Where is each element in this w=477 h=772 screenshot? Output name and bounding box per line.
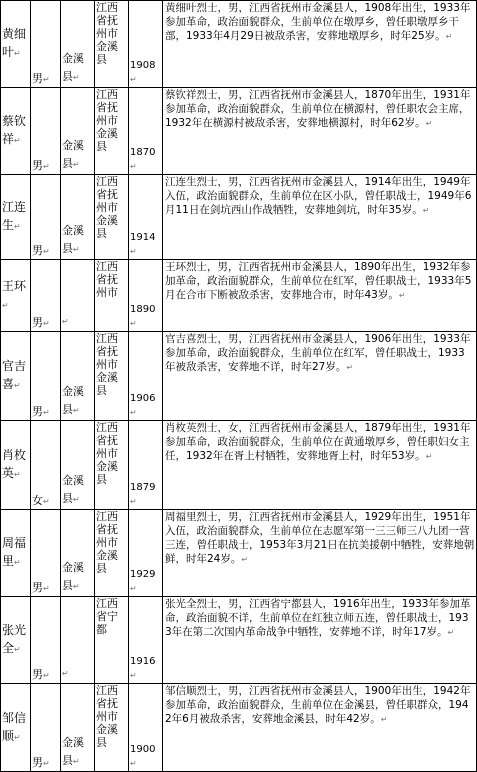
origin-text: 江西省抚州市金溪县 bbox=[96, 332, 118, 397]
bio-text: 肖枚英烈士，女，江西省抚州市金溪县人，1879年出生，1931年参加革命，政治面貌群众，生前单位在黄通墩厚乡，曾任职妇女主任，1932年在胥上村牺牲，安葬地胥上村，时年53岁。 bbox=[165, 422, 471, 462]
year-text: 1916 bbox=[130, 656, 156, 667]
origin-text: 江西省抚州市 bbox=[96, 260, 118, 299]
gender-text: 男 bbox=[32, 756, 43, 769]
bio-text: 江连生烈士，男，江西省抚州市金溪县人，1914年出生，1949年入伍，政治面貌群众，生前单位在区小队，曾任职战士，1949年6月11日在剑坑西山作战牺牲，安葬地剑坑，时年35岁。 bbox=[165, 176, 472, 216]
name-cell bbox=[1, 1, 31, 88]
county-text: 金溪县 bbox=[62, 139, 84, 170]
origin-cell bbox=[95, 510, 129, 597]
return-mark: ↵ bbox=[73, 495, 80, 504]
return-mark: ↵ bbox=[425, 119, 433, 128]
return-mark: ↵ bbox=[43, 497, 50, 506]
gender-cell bbox=[31, 510, 61, 597]
name-cell bbox=[1, 260, 31, 332]
gender-cell bbox=[31, 684, 61, 772]
return-mark: ↵ bbox=[43, 584, 50, 593]
gender-text: 男 bbox=[32, 244, 43, 257]
bio-text: 周福里烈士，男，江西省抚州市金溪县人，1929年出生，1951年入伍，政治面貌群众，生前单位在志愿军第一三三师三八九团一营三连，曾任职战士，1953年3月21日在抗美援朝中牺牲，安葬地朝鲜，时年24岁。 bbox=[165, 511, 475, 565]
bio-cell bbox=[163, 88, 477, 175]
origin-text: 江西省抚州市金溪县 bbox=[96, 88, 118, 153]
return-mark: ↵ bbox=[130, 584, 137, 593]
origin-cell bbox=[95, 684, 129, 772]
origin-text: 江西省抚州市金溪县 bbox=[96, 175, 118, 240]
origin-text: 江西省抚州市金溪县 bbox=[96, 684, 118, 749]
gender-text: 男 bbox=[32, 581, 43, 594]
return-mark: ↵ bbox=[130, 247, 137, 256]
return-mark: ↵ bbox=[73, 582, 80, 591]
return-mark: ↵ bbox=[62, 669, 69, 678]
year-cell bbox=[129, 175, 163, 260]
origin-text: 江西省抚州市金溪县 bbox=[96, 510, 118, 575]
name-cell bbox=[1, 88, 31, 175]
bio-text: 邹信顺烈士，男，江西省抚州市金溪县人，1900年出生，1942年参加革命，政治面貌群众，生前单位在金溪县，曾任职群众，1942年6月被敌杀害，安葬地金溪县，时年42岁。 bbox=[165, 685, 471, 725]
table-row bbox=[1, 684, 477, 772]
origin-text: 江西省抚州市金溪县 bbox=[96, 421, 118, 486]
return-mark: ↵ bbox=[73, 73, 80, 82]
year-cell bbox=[129, 421, 163, 510]
return-mark: ↵ bbox=[130, 319, 137, 328]
year-cell bbox=[129, 597, 163, 684]
year-cell bbox=[129, 510, 163, 597]
table-row bbox=[1, 597, 477, 684]
bio-text: 张光全烈士，男，江西省宁都县人，1916年出生，1933年参加革命，政治面貌不详，生前单位在红独立师五连，曾任职战士，1933年在第二次国内革命战争中牺牲，安葬地不详，时年17岁。 bbox=[165, 598, 471, 638]
bio-cell bbox=[163, 597, 477, 684]
name-text: 黄细叶 bbox=[2, 27, 27, 59]
year-text: 1929 bbox=[130, 569, 156, 580]
county-cell bbox=[61, 421, 95, 510]
gender-text: 男 bbox=[32, 316, 43, 329]
table-row bbox=[1, 421, 477, 510]
table-row bbox=[1, 260, 477, 332]
origin-text: 江西省抚州市金溪县 bbox=[96, 1, 118, 66]
county-text: 金溪县 bbox=[62, 224, 84, 255]
name-text: 邹信顺 bbox=[2, 710, 27, 743]
county-cell bbox=[61, 597, 95, 684]
year-text: 1906 bbox=[130, 393, 156, 404]
gender-cell bbox=[31, 1, 61, 88]
return-mark: ↵ bbox=[14, 470, 21, 479]
name-text: 王环 bbox=[2, 278, 27, 293]
table-row bbox=[1, 332, 477, 421]
county-cell bbox=[61, 260, 95, 332]
table-body bbox=[1, 1, 477, 772]
bio-cell bbox=[163, 260, 477, 332]
gender-cell bbox=[31, 88, 61, 175]
return-mark: ↵ bbox=[130, 759, 137, 768]
return-mark: ↵ bbox=[43, 247, 50, 256]
return-mark: ↵ bbox=[422, 206, 430, 215]
return-mark: ↵ bbox=[14, 381, 21, 390]
origin-cell bbox=[95, 88, 129, 175]
origin-cell bbox=[95, 1, 129, 88]
origin-cell bbox=[95, 175, 129, 260]
gender-text: 女 bbox=[32, 494, 43, 507]
county-text: 金溪县 bbox=[62, 561, 84, 592]
return-mark: ↵ bbox=[447, 628, 455, 637]
gender-cell bbox=[31, 260, 61, 332]
county-cell bbox=[61, 175, 95, 260]
return-mark: ↵ bbox=[62, 317, 69, 326]
bio-text: 官吉喜烈士，男，江西省抚州市金溪县人，1906年出生，1933年参加革命，政治面貌群众，生前单位在红军，曾任职战士，1933年被敌杀害，安葬地不详，时年27岁。 bbox=[165, 333, 471, 373]
return-mark: ↵ bbox=[2, 300, 9, 310]
table-row bbox=[1, 88, 477, 175]
year-cell bbox=[129, 88, 163, 175]
return-mark: ↵ bbox=[14, 136, 21, 145]
county-cell bbox=[61, 88, 95, 175]
return-mark: ↵ bbox=[14, 645, 21, 654]
name-cell bbox=[1, 684, 31, 772]
bio-cell bbox=[163, 175, 477, 260]
year-cell bbox=[129, 332, 163, 421]
bio-cell bbox=[163, 684, 477, 772]
county-text: 金溪县 bbox=[62, 52, 84, 83]
return-mark: ↵ bbox=[14, 558, 21, 567]
county-text: 金溪县 bbox=[62, 474, 84, 505]
bio-text: 蔡钦祥烈士，男，江西省抚州市金溪县人，1870年出生，1931年参加革命，政治面貌群众，生前单位在横源村，曾任职农会主席，1932年在横源村被敌杀害，安葬地横源村，时年62岁。 bbox=[165, 89, 471, 129]
return-mark: ↵ bbox=[73, 160, 80, 169]
name-text: 张光全 bbox=[2, 623, 27, 655]
return-mark: ↵ bbox=[43, 319, 50, 328]
year-cell bbox=[129, 1, 163, 88]
gender-text: 男 bbox=[32, 159, 43, 172]
county-cell bbox=[61, 684, 95, 772]
return-mark: ↵ bbox=[130, 671, 137, 680]
return-mark: ↵ bbox=[43, 759, 50, 768]
return-mark: ↵ bbox=[445, 32, 453, 41]
bio-cell bbox=[163, 332, 477, 421]
year-text: 1908 bbox=[130, 60, 156, 71]
name-text: 周福里 bbox=[2, 536, 27, 568]
gender-cell bbox=[31, 175, 61, 260]
return-mark: ↵ bbox=[73, 757, 80, 766]
return-mark: ↵ bbox=[43, 408, 50, 417]
gender-text: 男 bbox=[32, 405, 43, 418]
county-cell bbox=[61, 332, 95, 421]
return-mark: ↵ bbox=[130, 497, 137, 506]
return-mark: ↵ bbox=[130, 408, 137, 417]
gender-cell bbox=[31, 332, 61, 421]
year-cell bbox=[129, 260, 163, 332]
return-mark: ↵ bbox=[130, 75, 137, 84]
year-text: 1870 bbox=[130, 147, 156, 158]
name-cell bbox=[1, 510, 31, 597]
county-cell bbox=[61, 1, 95, 88]
name-cell bbox=[1, 175, 31, 260]
return-mark: ↵ bbox=[380, 715, 388, 724]
return-mark: ↵ bbox=[14, 222, 21, 231]
return-mark: ↵ bbox=[14, 49, 21, 58]
gender-text: 男 bbox=[32, 668, 43, 681]
bio-text: 王环烈士，男，江西省抚州市金溪县人，1890年出生，1932年参加革命，政治面貌群众，生前单位在红军，曾任职战士，1933年5月在合市下断被敌杀害，安葬地合市，时年43岁。 bbox=[165, 261, 472, 301]
return-mark: ↵ bbox=[43, 162, 50, 171]
year-text: 1890 bbox=[130, 304, 156, 315]
gender-cell bbox=[31, 421, 61, 510]
bio-cell bbox=[163, 510, 477, 597]
name-cell bbox=[1, 597, 31, 684]
origin-cell bbox=[95, 421, 129, 510]
return-mark: ↵ bbox=[43, 75, 50, 84]
origin-cell bbox=[95, 332, 129, 421]
name-text: 肖枚英 bbox=[2, 448, 27, 480]
origin-cell bbox=[95, 597, 129, 684]
name-text: 蔡钦祥 bbox=[2, 114, 27, 146]
year-text: 1900 bbox=[130, 744, 156, 755]
name-text: 江连生 bbox=[2, 200, 27, 232]
name-cell bbox=[1, 421, 31, 510]
county-cell bbox=[61, 510, 95, 597]
return-mark: ↵ bbox=[398, 291, 406, 300]
return-mark: ↵ bbox=[425, 452, 433, 461]
table-row bbox=[1, 175, 477, 260]
year-cell bbox=[129, 684, 163, 772]
bio-cell bbox=[163, 421, 477, 510]
year-text: 1879 bbox=[130, 482, 156, 493]
return-mark: ↵ bbox=[241, 555, 249, 564]
bio-cell bbox=[163, 1, 477, 88]
gender-cell bbox=[31, 597, 61, 684]
county-text: 金溪县 bbox=[62, 385, 84, 416]
county-text: 金溪县 bbox=[62, 736, 84, 767]
gender-text: 男 bbox=[32, 72, 43, 85]
return-mark: ↵ bbox=[73, 245, 80, 254]
table-row bbox=[1, 510, 477, 597]
origin-cell bbox=[95, 260, 129, 332]
return-mark: ↵ bbox=[73, 406, 80, 415]
return-mark: ↵ bbox=[14, 732, 21, 742]
name-text: 官吉喜 bbox=[2, 359, 27, 391]
return-mark: ↵ bbox=[130, 162, 137, 171]
return-mark: ↵ bbox=[43, 671, 50, 680]
year-text: 1914 bbox=[130, 232, 156, 243]
name-cell bbox=[1, 332, 31, 421]
origin-text: 江西省宁都 bbox=[96, 597, 118, 636]
return-mark: ↵ bbox=[346, 363, 354, 372]
table-row bbox=[1, 1, 477, 88]
bio-text: 黄细叶烈士，男，江西省抚州市金溪县人，1908年出生，1933年参加革命，政治面貌群众，生前单位在墩厚乡，曾任职墩厚乡干部，1933年4月29日被敌杀害，安葬地墩厚乡，时年25岁。 bbox=[165, 2, 471, 42]
